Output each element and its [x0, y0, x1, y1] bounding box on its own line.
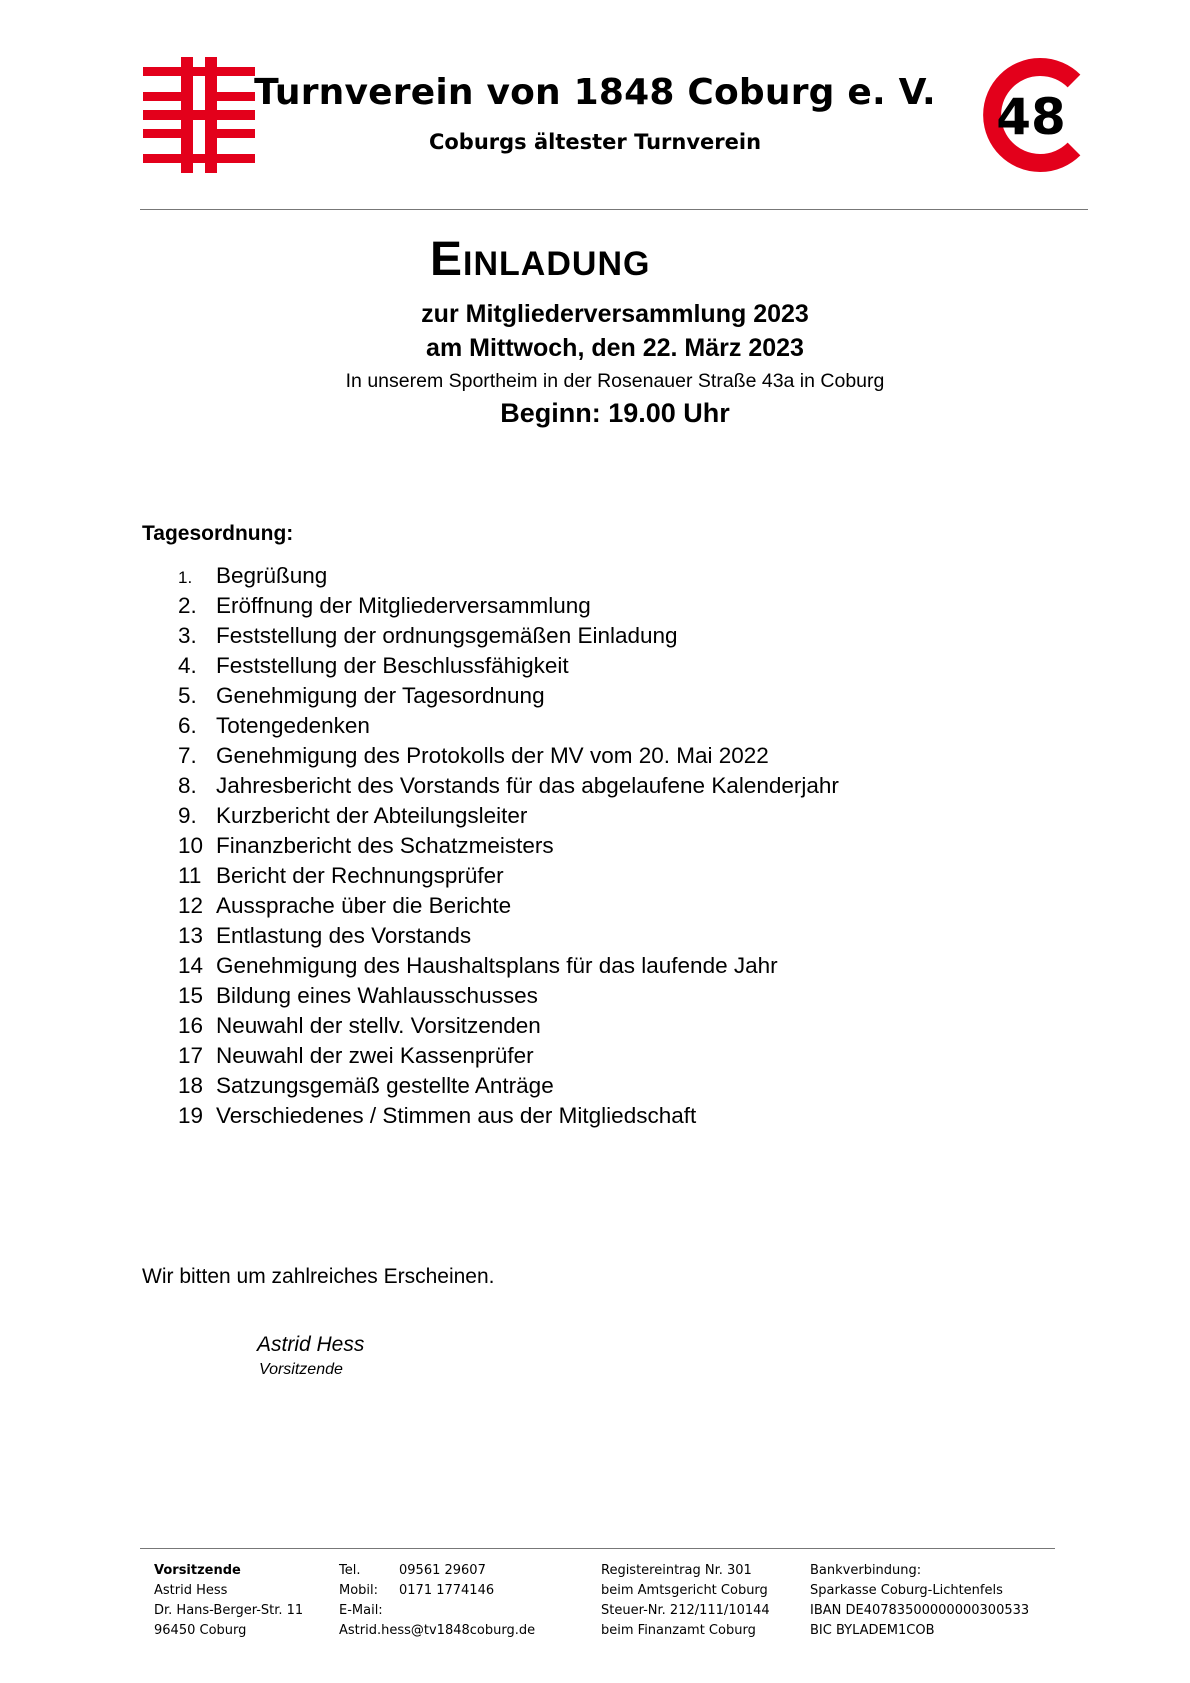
invitation-title: EINLADUNG — [430, 233, 651, 286]
footer-email-link[interactable]: Astrid.hess@tv1848coburg.de — [339, 1623, 536, 1638]
signature-name: Astrid Hess — [257, 1333, 365, 1356]
agenda-item: 7. Genehmigung des Protokolls der MV vom 20. Mai 2022 — [178, 743, 769, 768]
signature-role: Vorsitzende — [259, 1361, 343, 1378]
agenda-item: 9. Kurzbericht der Abteilungsleiter — [178, 803, 528, 828]
agenda-item: 15 Bildung eines Wahlausschusses — [178, 983, 538, 1008]
club-subtitle: Coburgs ältester Turnverein — [428, 130, 762, 154]
header-divider — [140, 209, 1088, 210]
invitation-begin-time: Beginn: 19.00 Uhr — [500, 398, 730, 428]
agenda-item: 4. Feststellung der Beschlussfähigkeit — [178, 653, 569, 678]
agenda-item: 14 Genehmigung des Haushaltsplans für das laufende Jahr — [178, 953, 778, 978]
agenda-item: 12 Aussprache über die Berichte — [178, 893, 512, 918]
closing-text: Wir bitten um zahlreiches Erscheinen. — [142, 1265, 495, 1288]
footer-contact: Tel. 09561 29607 Mobil: 0171 1774146 E-Mail: Astrid.hess@tv1848coburg.de — [339, 1561, 535, 1641]
agenda-item: 13 Entlastung des Vorstands — [178, 923, 472, 948]
footer-chair-heading: Vorsitzende — [154, 1563, 241, 1578]
c48-logo — [975, 57, 1087, 173]
club-title: Turnverein von 1848 Coburg e. V. — [254, 72, 936, 113]
footer-chair: Vorsitzende Astrid Hess Dr. Hans-Berger-Str. 11 96450 Coburg — [154, 1563, 304, 1638]
agenda-item: 18 Satzungsgemäß gestellte Anträge — [178, 1073, 554, 1098]
footer-bank: Bankverbindung: Sparkasse Coburg-Lichtenfels IBAN DE40783500000000300533 BIC BYLADEM1COB — [810, 1563, 1030, 1638]
invitation-date: am Mittwoch, den 22. März 2023 — [426, 334, 804, 362]
agenda-item: 5. Genehmigung der Tagesordnung — [178, 683, 545, 708]
agenda-item: 3. Feststellung der ordnungsgemäßen Einladung — [178, 623, 678, 648]
invitation-subject: zur Mitgliederversammlung 2023 — [421, 300, 809, 328]
agenda-item: 17 Neuwahl der zwei Kassenprüfer — [178, 1043, 534, 1068]
agenda-item: 2. Eröffnung der Mitgliederversammlung — [178, 593, 591, 618]
footer-registry: Registereintrag Nr. 301 beim Amtsgericht Coburg Steuer-Nr. 212/111/10144 beim Finanzamt Coburg — [601, 1563, 770, 1638]
agenda-heading: Tagesordnung: — [142, 522, 294, 545]
footer-phone: 09561 29607 — [399, 1563, 486, 1578]
agenda-item: 8. Jahresbericht des Vorstands für das abgelaufene Kalenderjahr — [178, 773, 839, 798]
footer-mobile: 0171 1774146 — [399, 1583, 495, 1598]
footer-divider — [140, 1548, 1055, 1549]
agenda-item: 1. Begrüßung — [178, 563, 328, 588]
agenda-item: 16 Neuwahl der stellv. Vorsitzenden — [178, 1013, 541, 1038]
agenda-item: 10 Finanzbericht des Schatzmeisters — [178, 833, 554, 858]
svg-text:48: 48 — [996, 88, 1066, 146]
invitation-location: In unserem Sportheim in der Rosenauer Straße 43a in Coburg — [345, 370, 885, 392]
agenda-list — [178, 561, 839, 1131]
agenda-item: 6. Totengedenken — [178, 713, 370, 738]
agenda-item: 19 Verschiedenes / Stimmen aus der Mitgliedschaft — [178, 1103, 697, 1128]
agenda-item: 11 Bericht der Rechnungsprüfer — [178, 863, 504, 888]
